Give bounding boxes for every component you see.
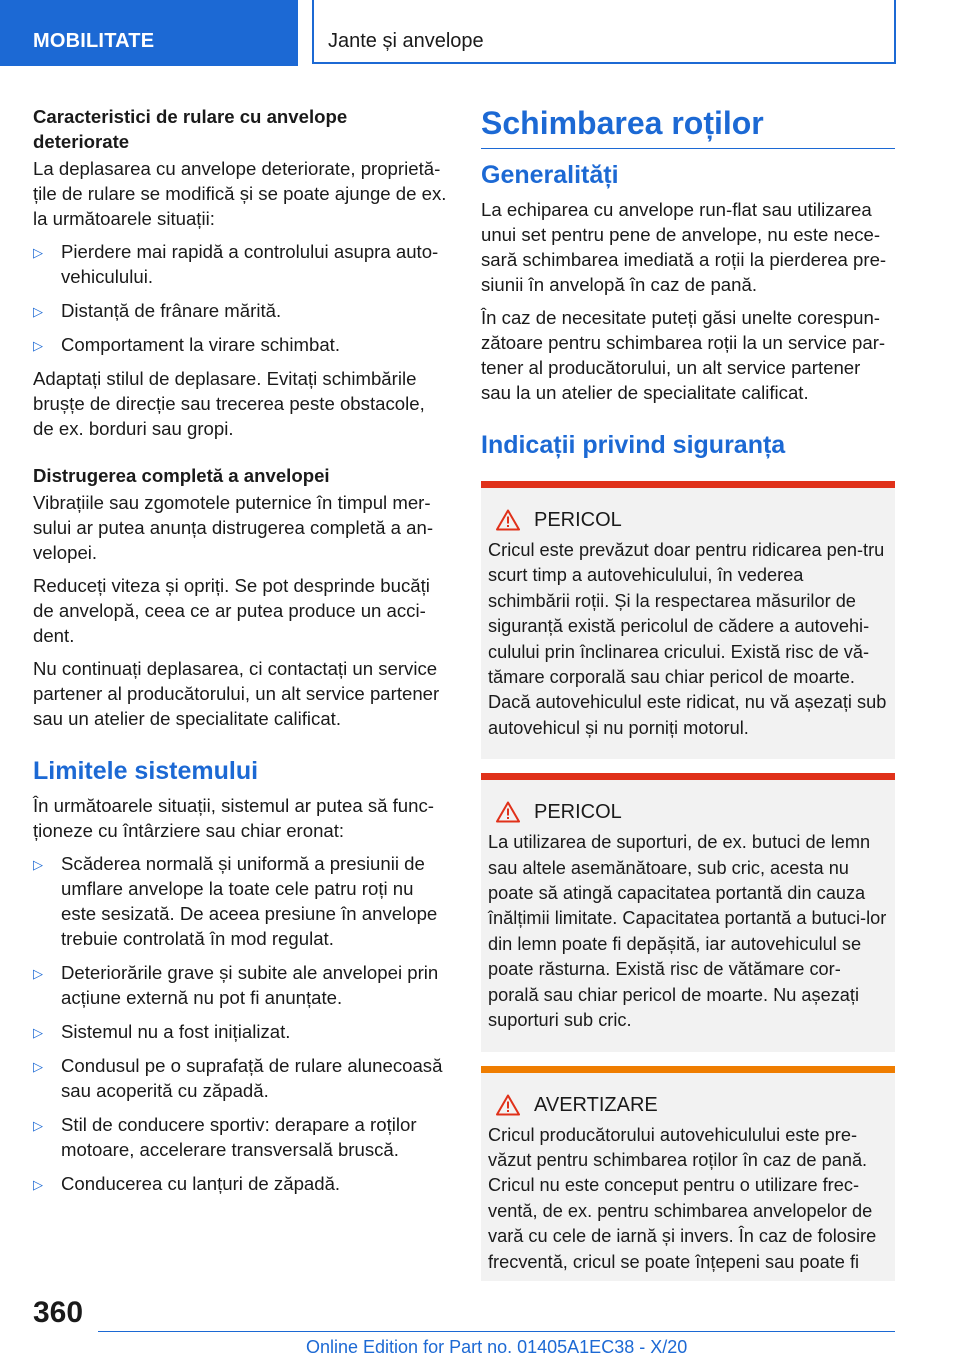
section-tab: MOBILITATE [0, 0, 298, 66]
bullet-triangle-icon: ▷ [33, 1177, 43, 1192]
heading-wheel-change: Schimbarea roților [481, 104, 895, 149]
paragraph: La echiparea cu anvelope run-flat sau utilizarea unui set pentru pene de anvelope, nu este nece-sară schimbarea imediată a roții la pierderea pre-siunii în anvelopă în caz de pană. [481, 199, 887, 295]
warning-header [488, 508, 887, 532]
bullet-triangle-icon: ▷ [33, 1025, 43, 1040]
warning-header [488, 1093, 887, 1117]
subheading-damaged-tyres: Caracteristici de rulare cu anvelope deteriorate [33, 106, 348, 152]
list-item: ▷ Comportament la virare schimbat. [33, 332, 447, 357]
warning-header [488, 800, 887, 824]
danger-box [481, 481, 895, 759]
heading-system-limits: Limitele sistemului [33, 757, 259, 785]
bullet-triangle-icon: ▷ [33, 245, 43, 260]
warning-text: La utilizarea de suporturi, de ex. butuci de lemn sau altele asemănătoare, sub cric, acesta nu poate să atingă capacitatea portantă din cauza înălțimii limitate. Capacitatea portantă a butuci-lor din lemn poate fi depășită, iar autovehiculul se poate răsturna. Există risc de vătămare cor-porală sau chiar pericol de moarte. Nu așezați suporturi sub cric. [488, 832, 887, 1031]
paragraph: Adaptați stilul de deplasare. Evitați schimbările brușțe de direcție sau trecerea peste obstacole, de ex. borduri sau gropi. [33, 368, 425, 439]
warning-triangle-icon [496, 509, 520, 531]
paragraph: În caz de necesitate puteți găsi unelte corespun-zătoare pentru schimbarea roții la un service par-tener al producătorului, un alt service partener sau la un atelier de specialitate calificat. [481, 307, 886, 403]
list-item: ▷ Pierdere mai rapidă a controlului asupra auto-vehiculului. [33, 241, 439, 287]
warning-title: PERICOL [534, 801, 622, 824]
chapter-title: Jante și anvelope [328, 30, 484, 52]
bullet-triangle-icon: ▷ [33, 338, 43, 353]
list-item: ▷ Conducerea cu lanțuri de zăpadă. [33, 1171, 447, 1196]
bullet-list [33, 851, 447, 1196]
right-column [481, 104, 895, 1295]
paragraph: În următoarele situații, sistemul ar putea să func-ționeze cu întârziere sau chiar eronat: [33, 795, 434, 841]
warning-title: AVERTIZARE [534, 1093, 658, 1116]
bullet-triangle-icon: ▷ [33, 1118, 43, 1133]
warning-text: Cricul producătorului autovehiculului este pre-văzut pentru schimbarea roților în caz de pană. Cricul nu este conceput pentru o utilizare frec-ventă, de ex. pentru schimbarea anvelopelor de vară cu cele de iarnă și invers. În caz de folosire frecventă, cricul se poate înțepeni sau poate fi [488, 1124, 877, 1272]
bullet-triangle-icon: ▷ [33, 1059, 43, 1074]
warning-text: Cricul este prevăzut doar pentru ridicarea pen-tru scurt timp a autovehiculului, în vederea schimbării roții. Și la respectarea măsurilor de siguranță există pericolul de cădere a autovehi-culului prin înclinarea cricului. Există risc de vă-tămare corporală sau chiar pericol de moarte. Dacă autovehiculul este ridicat, nu vă așezați sub autovehicul și nu porniți motorul. [488, 540, 887, 738]
warning-box [481, 1066, 895, 1281]
warning-triangle-icon [496, 801, 520, 823]
list-item: ▷ Deteriorările grave și subite ale anvelopei prin acțiune externă nu pot fi anunțate. [33, 962, 439, 1008]
danger-box [481, 773, 895, 1051]
bullet-triangle-icon: ▷ [33, 304, 43, 319]
footer-divider [98, 1331, 895, 1332]
list-item: ▷ Distanță de frânare mărită. [33, 298, 447, 323]
bullet-triangle-icon: ▷ [33, 966, 43, 981]
list-item: ▷ Condusul pe o suprafață de rulare alunecoasă sau acoperită cu zăpadă. [33, 1055, 443, 1101]
paragraph: Reduceți viteza și opriți. Se pot desprinde bucăți de anvelopă, ceea ce ar putea produce un acci-dent. [33, 575, 430, 646]
heading-general: Generalități [481, 161, 619, 189]
list-item: ▷ Sistemul nu a fost inițializat. [33, 1019, 447, 1044]
paragraph: Nu continuați deplasarea, ci contactați un service partener al producătorului, un alt service partener sau un atelier de specialitate calificat. [33, 658, 440, 729]
page-number: 360 [33, 1296, 84, 1329]
footer-edition: Online Edition for Part no. 01405A1EC38 - X/20 [306, 1337, 688, 1357]
list-item: ▷ Stil de conducere sportiv: derapare a roților motoare, accelerare transversală bruscă. [33, 1114, 417, 1160]
bullet-list [33, 239, 447, 357]
chapter-box [312, 0, 896, 64]
warning-triangle-icon [496, 1094, 520, 1116]
page-header [0, 0, 960, 66]
heading-safety: Indicații privind siguranța [481, 431, 786, 459]
subheading-tyre-destruction: Distrugerea completă a anvelopei [33, 465, 330, 486]
bullet-triangle-icon: ▷ [33, 857, 43, 872]
paragraph: La deplasarea cu anvelope deteriorate, proprietă-țile de rulare se modifică și se poate ajunge de ex. la următoarele situații: [33, 158, 447, 229]
warning-title: PERICOL [534, 509, 622, 531]
list-item: ▷ Scăderea normală și uniformă a presiunii de umflare anvelope la toate cele patru roți nu este sesizată. De aceea presiune în anvelope trebuie controlată în mod regulat. [33, 853, 438, 949]
paragraph: Vibrațiile sau zgomotele puternice în timpul mer-sului ar putea anunța distrugerea completă a an-velopei. [33, 492, 434, 563]
left-column [33, 104, 447, 1205]
